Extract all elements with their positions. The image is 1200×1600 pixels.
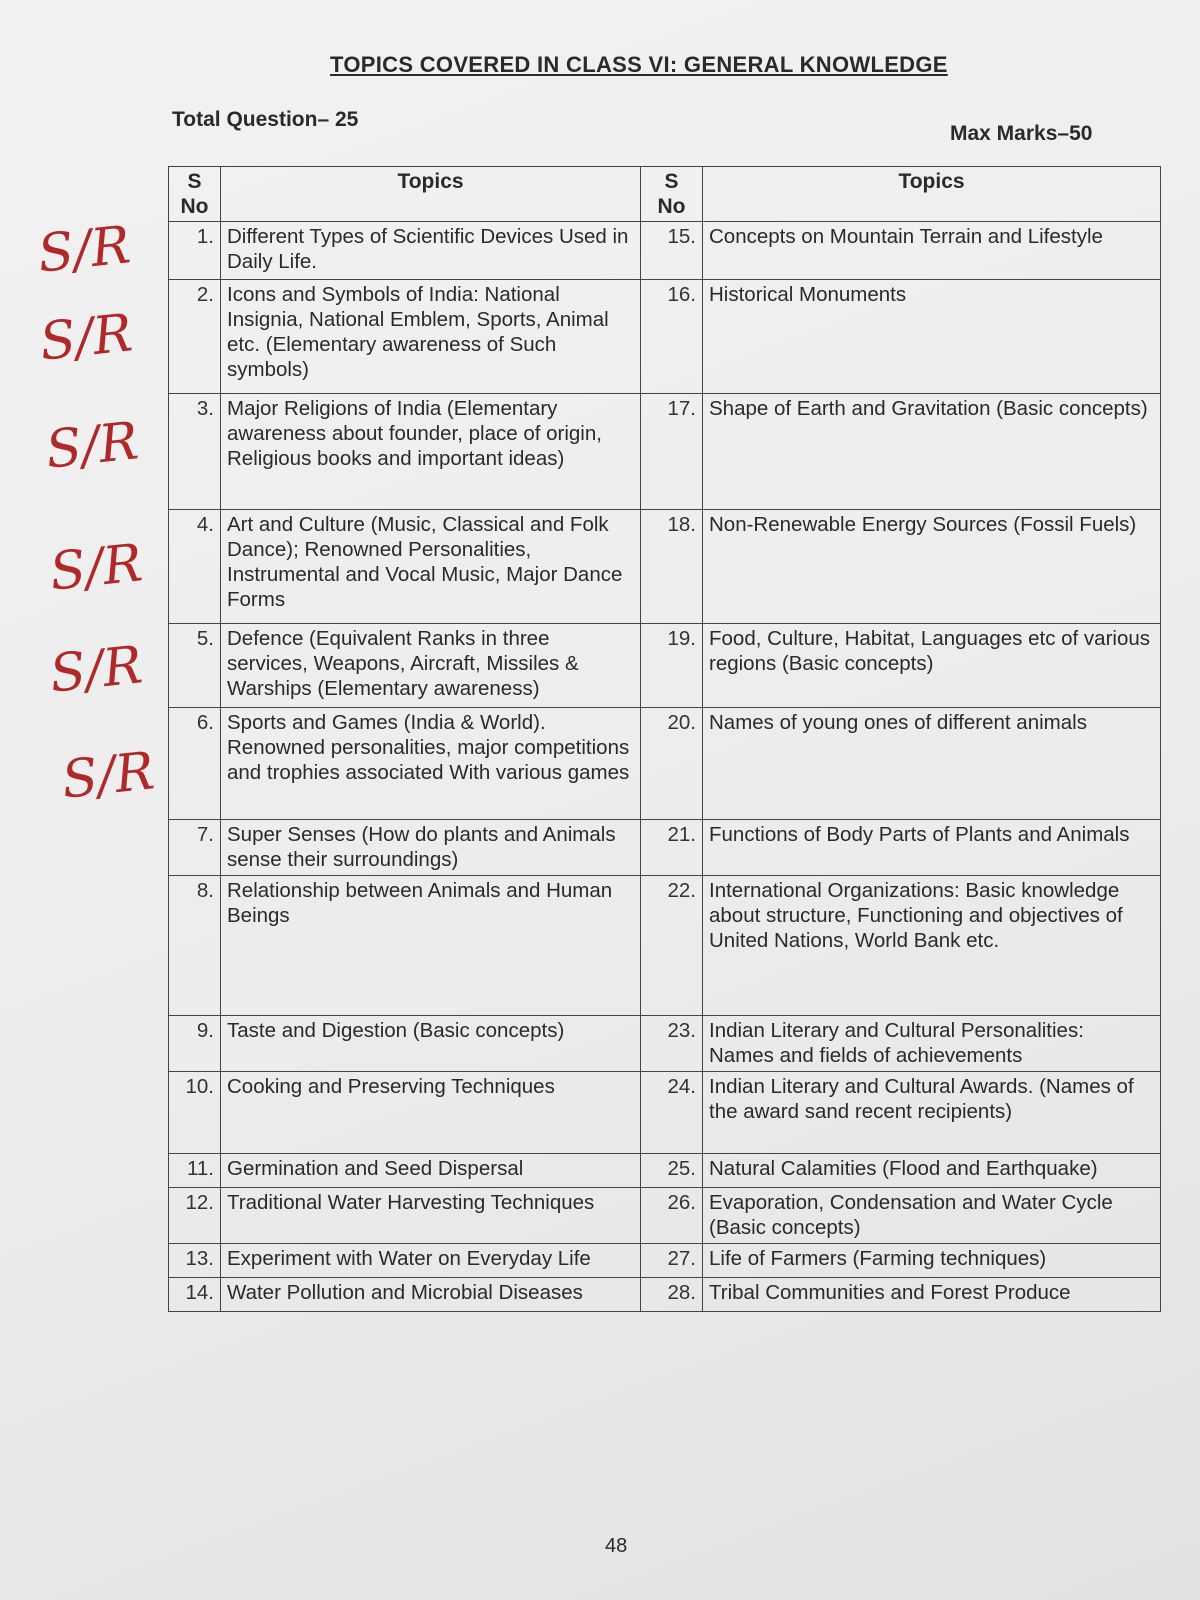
left-serial-number: 11. [169,1154,221,1188]
left-serial-number: 12. [169,1188,221,1244]
sno-header [169,167,221,222]
right-topic: Tribal Communities and Forest Produce [703,1278,1161,1312]
right-serial-number: 24. [641,1072,703,1154]
right-topic: Names of young ones of different animals [703,708,1161,820]
left-serial-number: 10. [169,1072,221,1154]
left-serial-number: 5. [169,624,221,708]
table-row [169,1278,1161,1312]
topics-header: Topics [703,167,1161,222]
left-topic: Germination and Seed Dispersal [221,1154,641,1188]
handwritten-sr-mark: S/R [47,533,146,603]
topics-table [168,166,1161,1312]
left-topic: Defence (Equivalent Ranks in three services, Weapons, Aircraft, Missiles & Warships (Elementary awareness) [221,624,641,708]
table-row [169,280,1161,394]
left-topic: Water Pollution and Microbial Diseases [221,1278,641,1312]
left-serial-number: 7. [169,820,221,876]
right-serial-number: 25. [641,1154,703,1188]
right-topic: Indian Literary and Cultural Awards. (Names of the award sand recent recipients) [703,1072,1161,1154]
right-serial-number: 23. [641,1016,703,1072]
right-topic: Concepts on Mountain Terrain and Lifestyle [703,222,1161,280]
table-row [169,820,1161,876]
right-serial-number: 22. [641,876,703,1016]
left-topic: Traditional Water Harvesting Techniques [221,1188,641,1244]
left-topic: Cooking and Preserving Techniques [221,1072,641,1154]
right-topic: Evaporation, Condensation and Water Cycle (Basic concepts) [703,1188,1161,1244]
handwritten-sr-mark: S/R [37,303,136,373]
table-row [169,708,1161,820]
table-header-row [169,167,1161,222]
right-serial-number: 18. [641,510,703,624]
left-topic: Experiment with Water on Everyday Life [221,1244,641,1278]
right-serial-number: 27. [641,1244,703,1278]
table-row [169,1244,1161,1278]
handwritten-sr-mark: S/R [35,215,134,285]
left-topic: Sports and Games (India & World). Renowned personalities, major competitions and trophies associated With various games [221,708,641,820]
document-title: TOPICS COVERED IN CLASS VI: GENERAL KNOWLEDGE [330,52,948,77]
handwritten-sr-mark: S/R [59,741,158,811]
left-topic: Major Religions of India (Elementary awareness about founder, place of origin, Religious books and important ideas) [221,394,641,510]
sno-header-bottom: No [180,195,209,218]
right-serial-number: 26. [641,1188,703,1244]
right-topic: Shape of Earth and Gravitation (Basic concepts) [703,394,1161,510]
topics-header: Topics [221,167,641,222]
left-serial-number: 2. [169,280,221,394]
handwritten-annotations [30,215,170,840]
handwritten-sr-mark: S/R [43,411,142,481]
table-row [169,876,1161,1016]
right-topic: Non-Renewable Energy Sources (Fossil Fuels) [703,510,1161,624]
left-topic: Super Senses (How do plants and Animals sense their surroundings) [221,820,641,876]
right-serial-number: 16. [641,280,703,394]
right-serial-number: 19. [641,624,703,708]
right-topic: Life of Farmers (Farming techniques) [703,1244,1161,1278]
right-serial-number: 15. [641,222,703,280]
left-serial-number: 13. [169,1244,221,1278]
total-questions: Total Question– 25 [172,108,359,131]
table-row [169,1072,1161,1154]
right-serial-number: 21. [641,820,703,876]
right-topic: Natural Calamities (Flood and Earthquake) [703,1154,1161,1188]
right-topic: Historical Monuments [703,280,1161,394]
left-serial-number: 14. [169,1278,221,1312]
right-serial-number: 28. [641,1278,703,1312]
right-serial-number: 17. [641,394,703,510]
left-topic: Art and Culture (Music, Classical and Folk Dance); Renowned Personalities, Instrumental and Vocal Music, Major Dance Forms [221,510,641,624]
left-serial-number: 6. [169,708,221,820]
right-topic: Food, Culture, Habitat, Languages etc of various regions (Basic concepts) [703,624,1161,708]
table-row [169,510,1161,624]
table-row [169,1188,1161,1244]
page-number: 48 [605,1535,628,1557]
max-marks: Max Marks–50 [950,122,1093,145]
handwritten-sr-mark: S/R [47,635,146,705]
table-row [169,1154,1161,1188]
left-topic: Relationship between Animals and Human Beings [221,876,641,1016]
sno-header-top: S [664,170,679,193]
left-serial-number: 8. [169,876,221,1016]
left-serial-number: 4. [169,510,221,624]
table-row [169,222,1161,280]
table-row [169,394,1161,510]
left-serial-number: 9. [169,1016,221,1072]
sno-header-top: S [187,170,202,193]
right-topic: International Organizations: Basic knowledge about structure, Functioning and objectives of United Nations, World Bank etc. [703,876,1161,1016]
left-serial-number: 1. [169,222,221,280]
left-topic: Taste and Digestion (Basic concepts) [221,1016,641,1072]
sno-header [641,167,703,222]
right-topic: Indian Literary and Cultural Personalities: Names and fields of achievements [703,1016,1161,1072]
table-row [169,624,1161,708]
right-serial-number: 20. [641,708,703,820]
sno-header-bottom: No [657,195,686,218]
left-topic: Icons and Symbols of India: National Insignia, National Emblem, Sports, Animal etc. (Elementary awareness of Such symbols) [221,280,641,394]
right-topic: Functions of Body Parts of Plants and Animals [703,820,1161,876]
table-row [169,1016,1161,1072]
left-serial-number: 3. [169,394,221,510]
left-topic: Different Types of Scientific Devices Used in Daily Life. [221,222,641,280]
